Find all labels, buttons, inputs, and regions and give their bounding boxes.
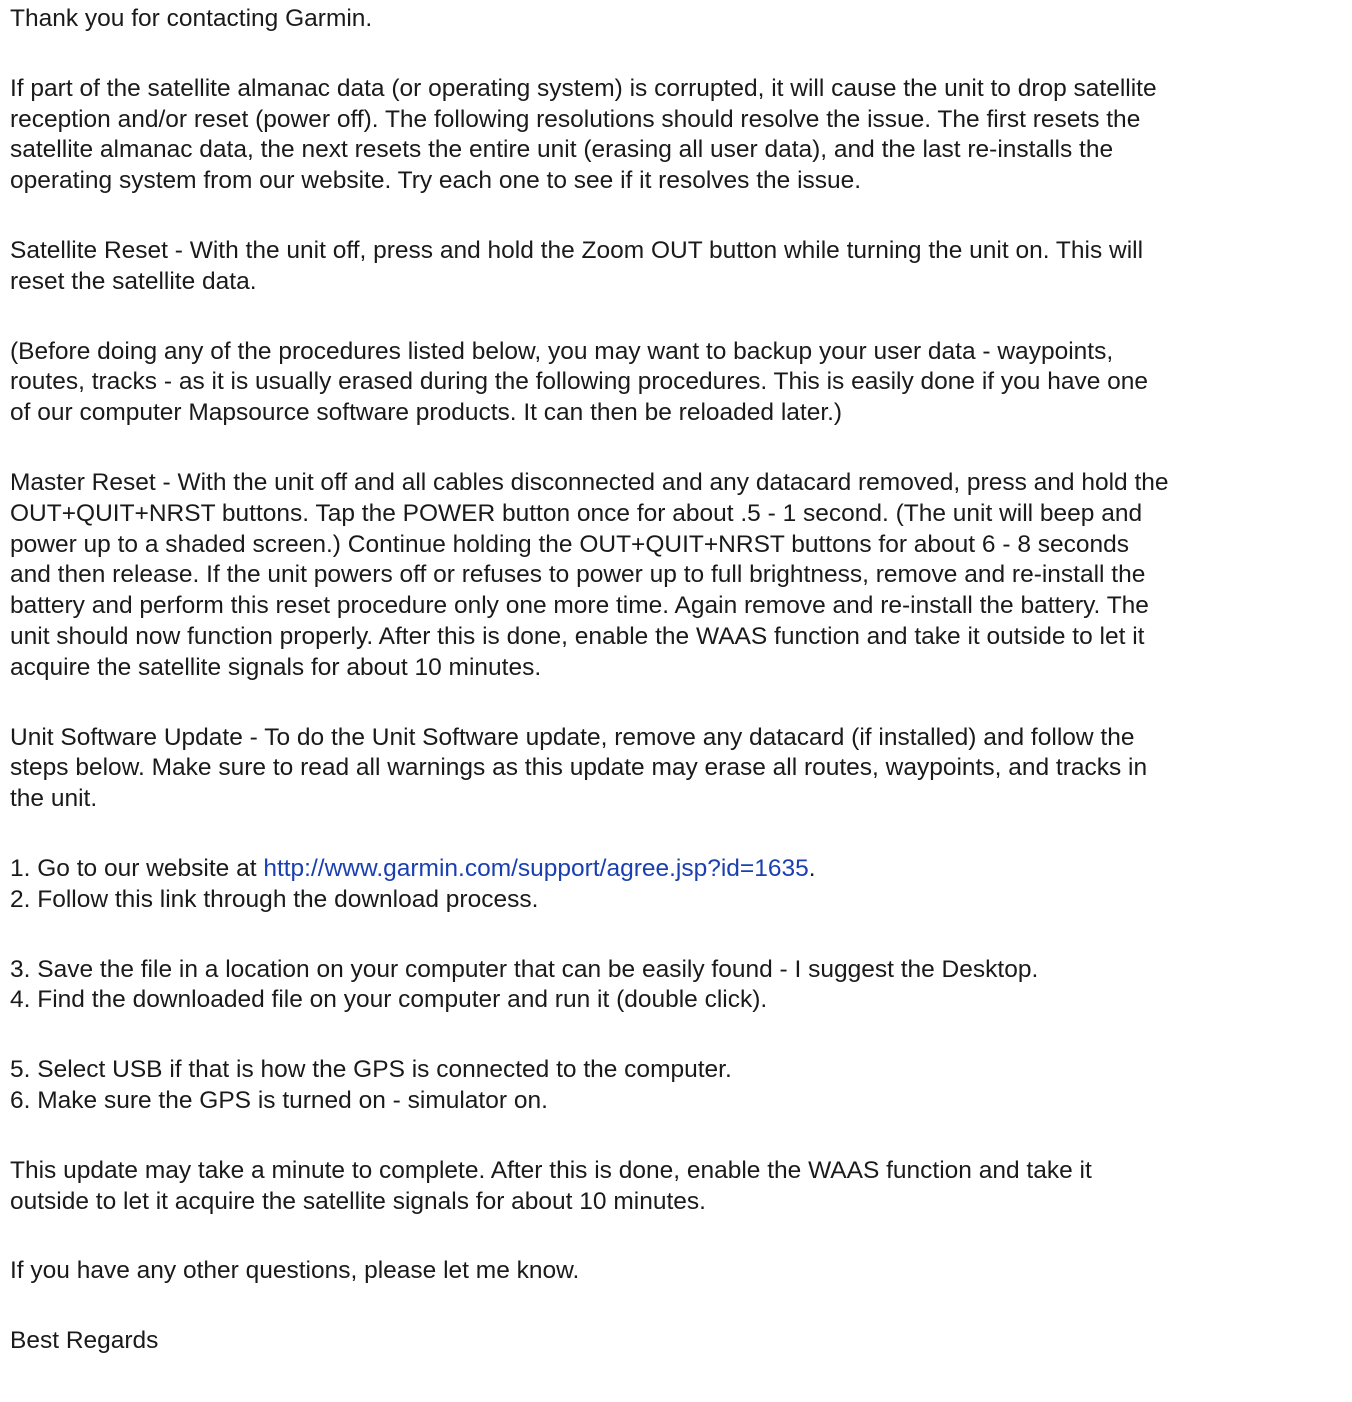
step-1: [10, 854, 1340, 885]
step-1-period: .: [808, 854, 816, 882]
step-1-text: 1. Go to our website at: [10, 854, 264, 882]
closing-line: Best Regards: [10, 1327, 159, 1355]
garmin-support-link[interactable]: http://www.garmin.com/support/agree.jsp?id=1635: [263, 854, 809, 882]
software-update-paragraph: Unit Software Update - To do the Unit Software update, remove any datacard (if installed) and follow the steps below. Make sure to read all warnings as this update may erase all routes, waypoints, and tracks in the unit.: [10, 723, 1148, 813]
questions-line: If you have any other questions, please let me know.: [10, 1257, 580, 1285]
intro-paragraph: If part of the satellite almanac data (or operating system) is corrupted, it will cause the unit to drop satellite reception and/or reset (power off). The following resolutions should resolve the issue. The first resets the satellite almanac data, the next resets the entire unit (erasing all user data), and the last re-installs the operating system from our website. Try each one to see if it resolves the issue.: [10, 74, 1157, 195]
update-note-paragraph: This update may take a minute to complete. After this is done, enable the WAAS function and take it outside to let it acquire the satellite signals for about 10 minutes.: [10, 1156, 1092, 1215]
backup-note-paragraph: (Before doing any of the procedures listed below, you may want to backup your user data - waypoints, routes, tracks - as it is usually erased during the following procedures. This is easily done if you have one of our computer Mapsource software products. It can then be reloaded later.): [10, 337, 1149, 427]
step-4: 4. Find the downloaded file on your computer and run it (double click).: [10, 986, 768, 1014]
greeting: Thank you for contacting Garmin.: [10, 5, 373, 32]
step-3: 3. Save the file in a location on your computer that can be easily found - I suggest the Desktop.: [10, 955, 1039, 983]
step-2: 2. Follow this link through the download process.: [10, 885, 539, 913]
step-6: 6. Make sure the GPS is turned on - simulator on.: [10, 1086, 548, 1114]
letter-body: [10, 4, 1340, 1357]
master-reset-paragraph: Master Reset - With the unit off and all cables disconnected and any datacard removed, press and hold the OUT+QUIT+NRST buttons. Tap the POWER button once for about .5 - 1 second. (The unit will beep and power up to a shaded screen.) Continue holding the OUT+QUIT+NRST buttons for about 6 - 8 seconds and then release. If the unit powers off or refuses to power up to full brightness, remove and re-install the battery and perform this reset procedure only one more time. Again remove and re-install the battery. The unit should now function properly. After this is done, enable the WAAS function and take it outside to let it acquire the satellite signals for about 10 minutes.: [10, 468, 1169, 681]
satellite-reset-paragraph: Satellite Reset - With the unit off, press and hold the Zoom OUT button while turning the unit on. This will reset the satellite data.: [10, 236, 1144, 295]
step-5: 5. Select USB if that is how the GPS is connected to the computer.: [10, 1056, 732, 1084]
